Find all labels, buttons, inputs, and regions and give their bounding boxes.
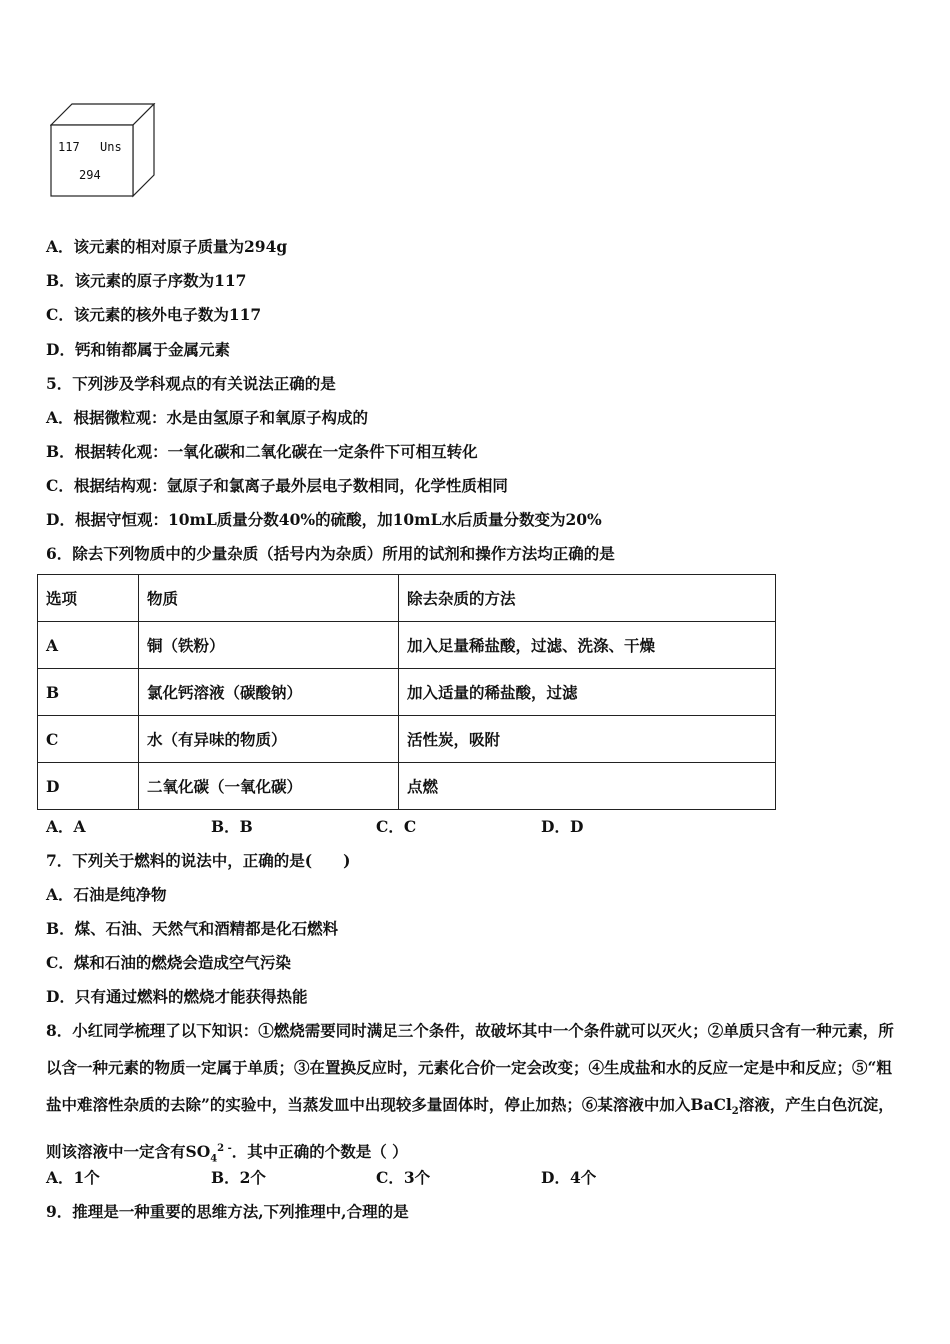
q6-choice-a: A．A [46,817,86,836]
q6-stem: 6．除去下列物质中的少量杂质（括号内为杂质）所用的试剂和操作方法均正确的是 [46,544,615,563]
q5-option-d: D．根据守恒观：10mL质量分数40%的硫酸，加10mL水后质量分数变为20% [46,510,602,529]
q6-choice-b: B．B [211,817,253,836]
q8-sub-2: 4 [210,1153,218,1165]
header-substance: 物质 [139,575,399,622]
q5-stem: 5．下列涉及学科观点的有关说法正确的是 [46,374,336,393]
table-header-row [38,575,776,622]
q8-choice-b: B．2个 [211,1168,266,1187]
cell-substance: 铜（铁粉） [139,622,399,669]
q7-option-b: B．煤、石油、天然气和酒精都是化石燃料 [46,919,339,938]
q8-sub-1: 2 [731,1106,739,1118]
cell-option: A [38,622,139,669]
cell-substance: 二氧化碳（一氧化碳） [139,763,399,810]
q5-option-b: B．根据转化观：一氧化碳和二氧化碳在一定条件下可相互转化 [46,442,478,461]
q8-text-3: ．其中正确的个数是（ ） [231,1142,408,1162]
atomic-number: 117 [58,140,80,154]
q8-choices [46,1166,706,1188]
q7-option-c: C．煤和石油的燃烧会造成空气污染 [46,953,291,972]
q5-option-c: C．根据结构观：氩原子和氯离子最外层电子数相同，化学性质相同 [46,476,508,495]
cell-substance: 氯化钙溶液（碳酸钠） [139,669,399,716]
q6-choices [46,815,706,837]
element-card [50,103,156,203]
table-row [38,716,776,763]
q7-option-a: A．石油是纯净物 [46,885,167,904]
table-row [38,622,776,669]
cell-option: D [38,763,139,810]
table-row [38,763,776,810]
cell-method: 点燃 [399,763,776,810]
q8-text-2: 溶液，产生白色沉淀，则该溶液中一定含有SO [46,1095,894,1162]
q4-option-d: D．钙和铕都属于金属元素 [46,340,230,359]
header-option: 选项 [38,575,139,622]
q8-text-1: 8．小红同学梳理了以下知识：①燃烧需要同时满足三个条件，故破坏其中一个条件就可以灭火；②单质只含有一种元素，所以含一种元素的物质一定属于单质；③在置换反应时，元素化合价一定会改变；④生成盐和水的反应一定是中和反应；⑤“粗盐中难溶性杂质的去除”的实验中，当蒸发皿中出现较多量固体时，停止加热；⑥某溶液中加入BaCl [46,1021,894,1114]
q9-stem: 9．推理是一种重要的思维方法,下列推理中,合理的是 [46,1202,409,1221]
q6-table [37,574,776,810]
q5-option-a: A．根据微粒观：水是由氢原子和氧原子构成的 [46,408,369,427]
q8-stem [46,1012,906,1177]
element-symbol: Uns [100,140,122,154]
cell-method: 活性炭，吸附 [399,716,776,763]
cell-option: C [38,716,139,763]
cell-method: 加入适量的稀盐酸，过滤 [399,669,776,716]
q7-option-d: D．只有通过燃料的燃烧才能获得热能 [46,987,308,1006]
q8-choice-d: D．4个 [541,1168,597,1187]
q8-choice-c: C．3个 [376,1168,431,1187]
cell-substance: 水（有异味的物质） [139,716,399,763]
q4-option-b: B．该元素的原子序数为117 [46,271,247,290]
q4-option-c: C．该元素的核外电子数为117 [46,305,262,324]
q8-sup-2: 2 - [217,1143,232,1155]
table-row [38,669,776,716]
header-method: 除去杂质的方法 [399,575,776,622]
q4-option-a: A．该元素的相对原子质量为294g [46,237,288,256]
q8-choice-a: A．1个 [46,1168,100,1187]
q7-stem: 7．下列关于燃料的说法中，正确的是( ) [46,851,351,870]
cell-method: 加入足量稀盐酸，过滤、洗涤、干燥 [399,622,776,669]
atomic-mass: 294 [79,168,101,182]
cell-option: B [38,669,139,716]
q6-choice-c: C．C [376,817,417,836]
q6-choice-d: D．D [541,817,584,836]
